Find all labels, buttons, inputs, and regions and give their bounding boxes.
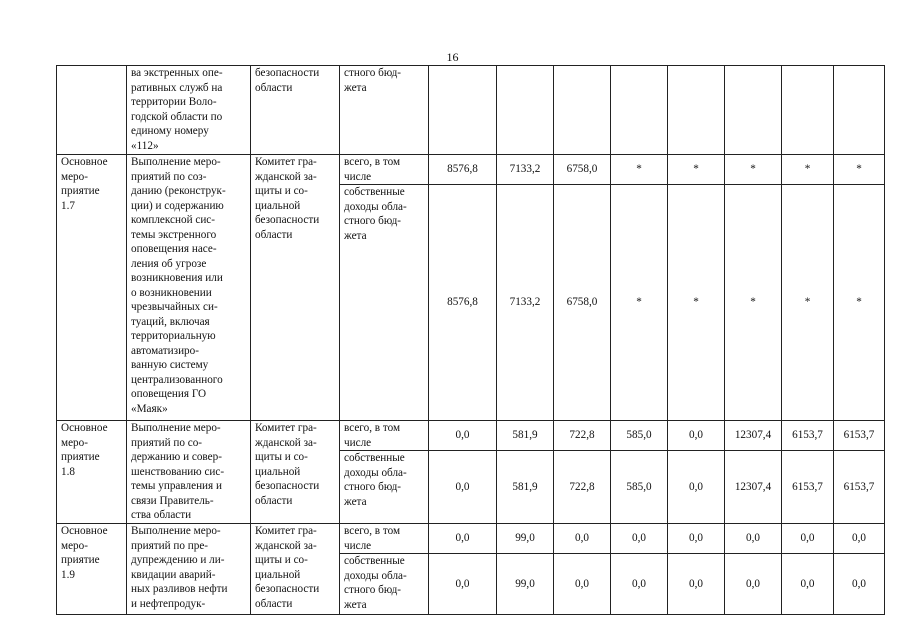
value-cell: *	[611, 155, 668, 185]
measure-name-cell: Основное меро- приятие 1.9	[57, 524, 127, 615]
budget-table	[56, 65, 885, 615]
value-cell: 0,0	[668, 524, 725, 554]
value-cell	[429, 66, 497, 155]
value-cell: *	[611, 185, 668, 421]
executor-cell: безопасности области	[251, 66, 340, 155]
value-cell: *	[834, 185, 885, 421]
value-cell: 0,0	[611, 524, 668, 554]
funding-source-cell: всего, в том числе	[340, 421, 429, 451]
executor-cell: Комитет гра- жданской за- щиты и со- циальной безопасности области	[251, 155, 340, 421]
value-cell: *	[668, 185, 725, 421]
value-cell: *	[834, 155, 885, 185]
value-cell: 722,8	[554, 451, 611, 524]
value-cell: 6758,0	[554, 155, 611, 185]
value-cell: 99,0	[497, 524, 554, 554]
value-cell	[834, 66, 885, 155]
value-cell: 99,0	[497, 554, 554, 615]
value-cell: *	[725, 185, 782, 421]
value-cell: *	[782, 185, 834, 421]
value-cell: 722,8	[554, 421, 611, 451]
value-cell: 0,0	[725, 554, 782, 615]
value-cell: *	[668, 155, 725, 185]
funding-source-cell: всего, в том числе	[340, 155, 429, 185]
measure-name-cell: Основное меро- приятие 1.8	[57, 421, 127, 524]
value-cell: 0,0	[782, 554, 834, 615]
page-number: 16	[446, 50, 459, 64]
value-cell	[611, 66, 668, 155]
value-cell: 0,0	[554, 524, 611, 554]
value-cell: 0,0	[834, 554, 885, 615]
value-cell	[497, 66, 554, 155]
measure-description-cell: ва экстренных опе- ративных служб на территории Воло- годской области по единому номеру «112»	[127, 66, 251, 155]
value-cell: 6153,7	[782, 451, 834, 524]
value-cell	[554, 66, 611, 155]
value-cell: 0,0	[725, 524, 782, 554]
table-row	[57, 421, 885, 451]
funding-source-cell: стного бюд- жета	[340, 66, 429, 155]
value-cell: 7133,2	[497, 185, 554, 421]
funding-source-cell: собственные доходы обла- стного бюд- жета	[340, 185, 429, 421]
measure-description-cell: Выполнение меро- приятий по со- держанию и совер- шенствованию сис- темы управления и связи Правитель- ства области	[127, 421, 251, 524]
value-cell: 0,0	[554, 554, 611, 615]
value-cell: 6153,7	[834, 451, 885, 524]
table-row-continued	[57, 66, 885, 155]
value-cell: 6153,7	[782, 421, 834, 451]
value-cell: 0,0	[668, 451, 725, 524]
value-cell: 0,0	[429, 421, 497, 451]
table-row	[57, 155, 885, 185]
value-cell	[725, 66, 782, 155]
funding-source-cell: собственные доходы обла- стного бюд- жета	[340, 554, 429, 615]
value-cell	[668, 66, 725, 155]
executor-cell: Комитет гра- жданской за- щиты и со- циальной безопасности области	[251, 524, 340, 615]
value-cell	[782, 66, 834, 155]
value-cell: 0,0	[668, 421, 725, 451]
measure-description-cell: Выполнение меро- приятий по соз- данию (реконструк- ции) и содержанию комплексной сис- темы экстренного оповещения насе- ления об угрозе возникновения или о возникновении чрезвычайных си- туаций, включая территориальную автоматизиро- ванную систему централизованного оповещения ГО «Маяк»	[127, 155, 251, 421]
value-cell: 0,0	[429, 554, 497, 615]
funding-source-cell: собственные доходы обла- стного бюд- жета	[340, 451, 429, 524]
value-cell: 585,0	[611, 451, 668, 524]
value-cell: 0,0	[834, 524, 885, 554]
value-cell: *	[725, 155, 782, 185]
value-cell: 8576,8	[429, 155, 497, 185]
measure-name-cell	[57, 66, 127, 155]
measure-name-cell: Основное меро- приятие 1.7	[57, 155, 127, 421]
value-cell: 0,0	[782, 524, 834, 554]
value-cell: 8576,8	[429, 185, 497, 421]
executor-cell: Комитет гра- жданской за- щиты и со- циальной безопасности области	[251, 421, 340, 524]
funding-source-cell: всего, в том числе	[340, 524, 429, 554]
value-cell: 6758,0	[554, 185, 611, 421]
value-cell: 7133,2	[497, 155, 554, 185]
value-cell: 581,9	[497, 421, 554, 451]
value-cell: 0,0	[429, 451, 497, 524]
value-cell: 6153,7	[834, 421, 885, 451]
value-cell: 581,9	[497, 451, 554, 524]
value-cell: 12307,4	[725, 451, 782, 524]
value-cell: 12307,4	[725, 421, 782, 451]
value-cell: 0,0	[611, 554, 668, 615]
table-row	[57, 524, 885, 554]
value-cell: 0,0	[429, 524, 497, 554]
value-cell: 585,0	[611, 421, 668, 451]
value-cell: 0,0	[668, 554, 725, 615]
measure-description-cell: Выполнение меро- приятий по пре- дупреждению и ли- квидации аварий- ных разливов нефти и нефтепродук-	[127, 524, 251, 615]
value-cell: *	[782, 155, 834, 185]
